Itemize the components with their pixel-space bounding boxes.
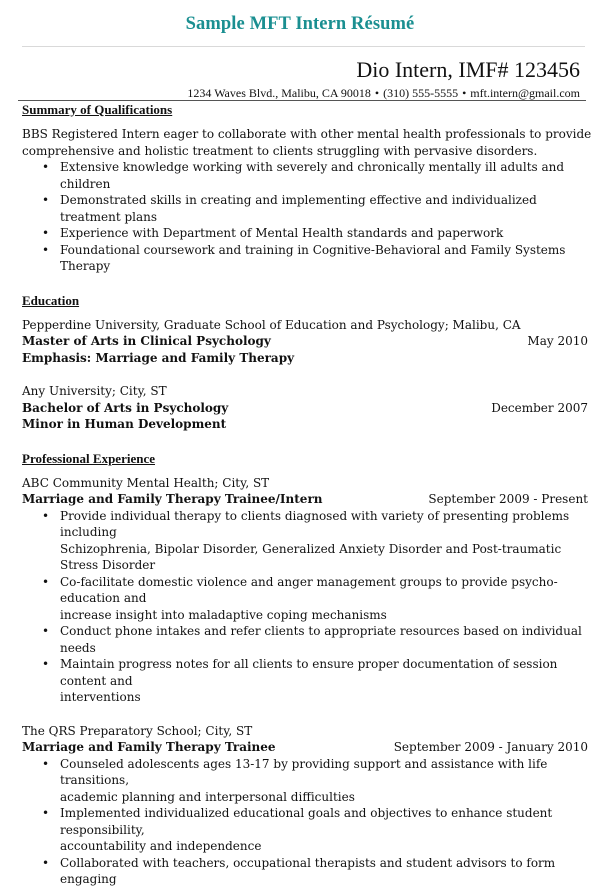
title-divider <box>22 46 585 47</box>
list-item: • Implemented individualized educational goals and objectives to enhance student responsibility, accountability and independence <box>42 806 553 853</box>
education-degree-row <box>22 333 590 350</box>
education-school: Any University; City, ST <box>22 384 167 398</box>
applicant-name: Dio Intern, IMF# 123456 <box>356 57 580 82</box>
bullet-icon: • <box>42 193 50 207</box>
bullet-icon: • <box>42 855 50 870</box>
resume-body <box>22 101 590 888</box>
job-employer: The QRS Preparatory School; City, ST <box>22 723 253 738</box>
bullet-icon: • <box>42 657 50 671</box>
education-degree: Master of Arts in Clinical Psychology <box>22 334 271 348</box>
bullet-icon: • <box>42 508 50 523</box>
summary-list <box>22 159 590 275</box>
document-title: Sample MFT Intern Résumé <box>185 14 415 34</box>
contact-line <box>187 86 580 101</box>
list-item: • Maintain progress notes for all clients to ensure proper documentation of session content and interventions <box>42 657 558 704</box>
list-item: • Counseled adolescents ages 13-17 by providing support and assistance with life transitions, academic planning and interpersonal difficulties <box>42 756 548 804</box>
summary-intro: comprehensive and holistic treatment to clients struggling with pervasive disorders. <box>22 143 538 158</box>
job-role: Marriage and Family Therapy Trainee <box>22 740 276 754</box>
contact-email: mft.intern@gmail.com <box>470 86 580 100</box>
bullet-icon: • <box>42 160 50 174</box>
contact-separator: • <box>462 86 467 100</box>
bullet-icon: • <box>42 574 50 589</box>
job-role-row <box>22 491 590 508</box>
summary-intro: BBS Registered Intern eager to collaborate with other mental health professionals to provide <box>22 127 592 141</box>
education-heading: Education <box>22 292 80 308</box>
education-detail: Emphasis: Marriage and Family Therapy <box>22 350 295 365</box>
list-item: • Provide individual therapy to clients diagnosed with variety of presenting problems including Schizophrenia, Bipolar Disorder, Generalized Anxiety Disorder and Post-traumatic Stress Disorder <box>42 508 570 572</box>
summary-heading: Summary of Qualifications <box>22 102 173 117</box>
job-employer: ABC Community Mental Health; City, ST <box>22 475 270 490</box>
contact-separator: • <box>374 86 380 100</box>
education-detail: Minor in Human Development <box>22 417 227 431</box>
list-item: • Collaborated with teachers, occupational therapists and student advisors to form engaging <box>42 855 556 886</box>
bullet-icon: • <box>42 806 50 820</box>
contact-phone: (310) 555-5555 <box>383 86 459 100</box>
job-duties-list <box>22 508 590 706</box>
list-item: • Foundational coursework and training in Cognitive-Behavioral and Family Systems Therapy <box>42 242 566 273</box>
list-item: • Co-facilitate domestic violence and anger management groups to provide psycho-education and increase insight into maladaptive coping mechanisms <box>42 574 558 622</box>
education-school: Pepperdine University, Graduate School of Education and Psychology; Malibu, CA <box>22 317 521 332</box>
list-item: • Conduct phone intakes and refer clients to appropriate resources based on individual needs <box>42 624 582 655</box>
contact-address: 1234 Waves Blvd., Malibu, CA 90018 <box>187 86 371 100</box>
job-role: Marriage and Family Therapy Trainee/Intern <box>22 492 323 506</box>
experience-heading: Professional Experience <box>22 450 155 466</box>
list-item: • Experience with Department of Mental Health standards and paperwork <box>42 226 504 240</box>
education-degree: Bachelor of Arts in Psychology <box>22 400 229 415</box>
education-degree-row <box>22 400 590 417</box>
bullet-icon: • <box>42 756 50 771</box>
job-dates: September 2009 - Present <box>428 492 588 506</box>
job-duties-list <box>22 756 590 888</box>
bullet-icon: • <box>42 242 50 257</box>
bullet-icon: • <box>42 226 50 240</box>
list-item: • Extensive knowledge working with severely and chronically mentally ill adults and children <box>42 160 565 191</box>
education-date: December 2007 <box>491 400 588 415</box>
bullet-icon: • <box>42 624 50 638</box>
list-item: • Demonstrated skills in creating and implementing effective and individualized treatment plans <box>42 193 537 224</box>
job-dates: September 2009 - January 2010 <box>393 740 588 754</box>
education-date: May 2010 <box>527 334 588 348</box>
job-role-row <box>22 739 590 756</box>
